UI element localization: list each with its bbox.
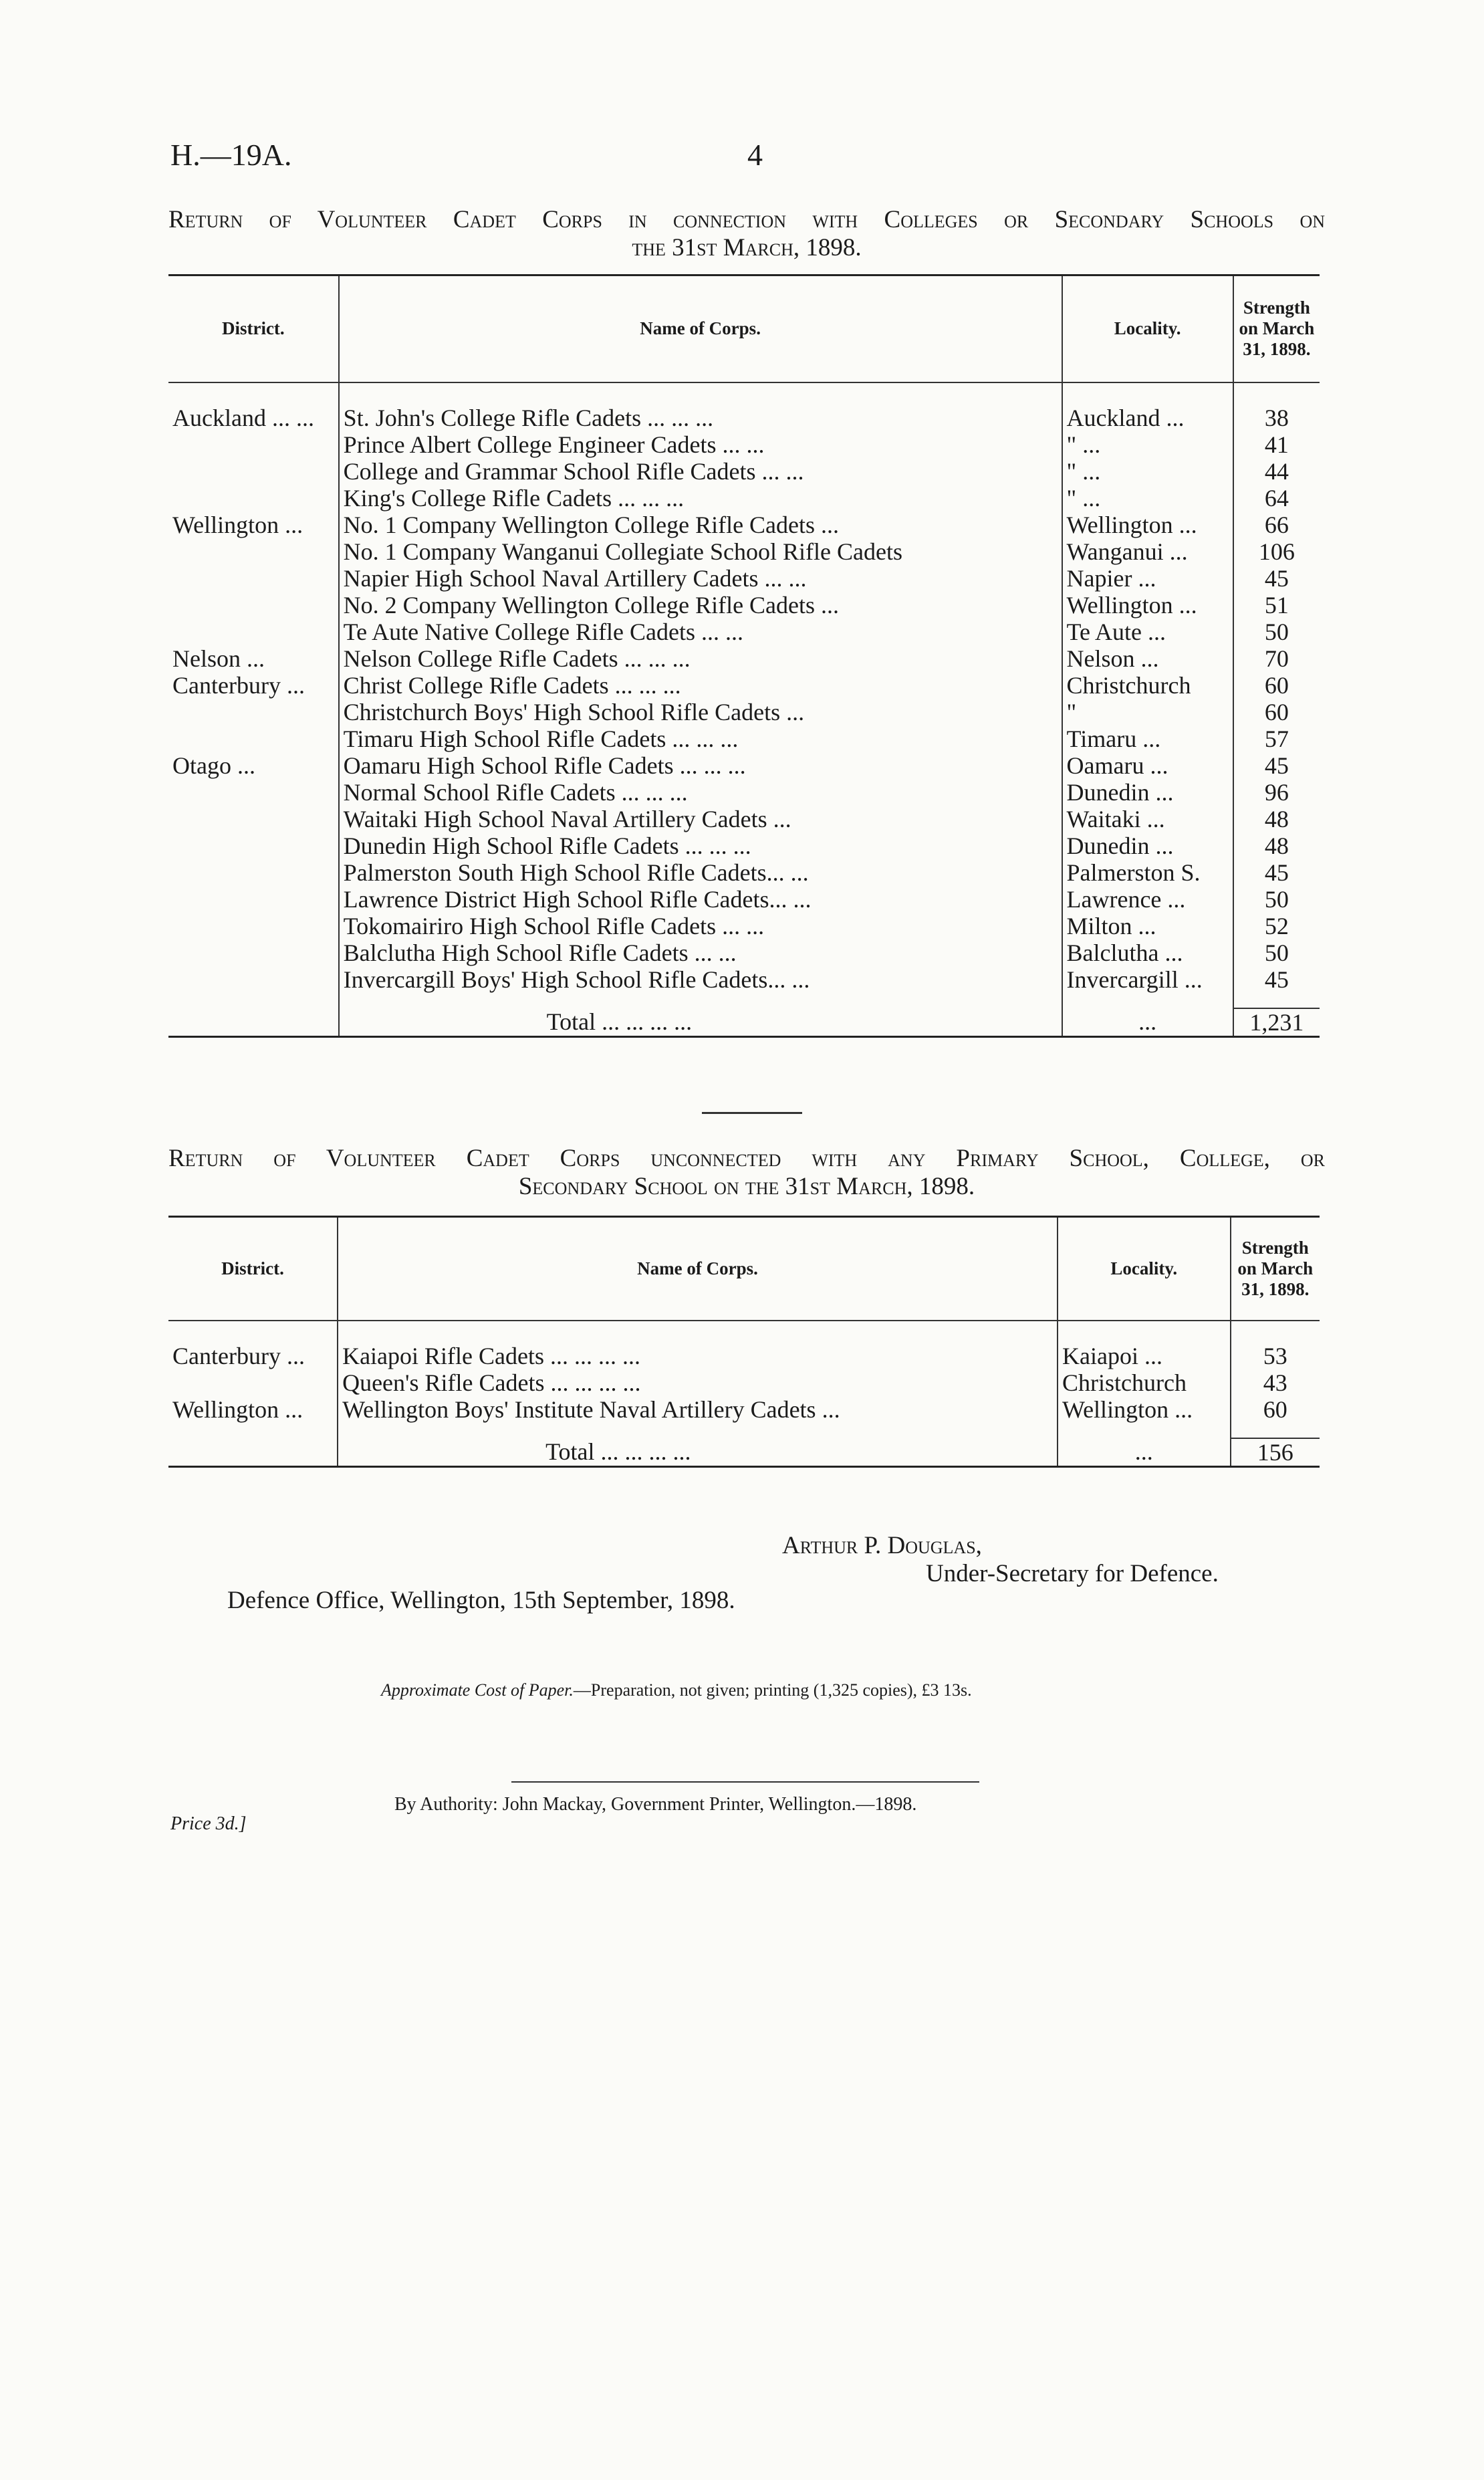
district-cell: Wellington ... xyxy=(172,511,303,538)
district-cell xyxy=(168,431,339,458)
district-cell: Auckland ... ... xyxy=(172,404,314,431)
strength-cell: 96 xyxy=(1264,778,1289,806)
corps-name-cell: Wellington Boys' Institute Naval Artillery Cadets ... xyxy=(338,1396,1058,1438)
locality-cell: Waitaki ... xyxy=(1062,806,1233,832)
district-cell: Canterbury ... xyxy=(172,671,305,699)
locality-cell: Milton ... xyxy=(1062,913,1233,939)
district-cell xyxy=(168,779,339,806)
district-cell xyxy=(168,859,339,886)
table-row xyxy=(168,859,1320,886)
district-cell xyxy=(168,458,339,485)
locality-cell: Wellington ... xyxy=(1062,512,1233,538)
total-locality: ... xyxy=(1058,1438,1231,1467)
locality-cell: Dunedin ... xyxy=(1062,832,1233,859)
strength-cell: 64 xyxy=(1264,484,1289,512)
section2-title-line1: Return of Volunteer Cadet Corps unconnected with any Primary School, College, or xyxy=(168,1145,1325,1172)
total-row xyxy=(168,1438,1320,1467)
section2-table xyxy=(168,1216,1320,1468)
table-row xyxy=(168,886,1320,913)
section1-title-line2: the 31st March, 1898. xyxy=(632,234,862,261)
section1-title xyxy=(168,206,1325,262)
table-row xyxy=(168,832,1320,859)
signatory-name: Arthur P. Douglas, xyxy=(782,1532,982,1559)
document-reference: H.—19A. xyxy=(170,138,292,172)
total-row xyxy=(168,1008,1320,1037)
cost-note xyxy=(381,1680,972,1700)
strength-cell: 44 xyxy=(1264,457,1289,485)
corps-name-cell: College and Grammar School Rifle Cadets ... ... xyxy=(339,458,1062,485)
locality-cell: " xyxy=(1062,699,1233,725)
corps-name-cell: St. John's College Rifle Cadets ... ... ... xyxy=(339,382,1062,431)
table-row xyxy=(168,618,1320,645)
district-cell xyxy=(168,538,339,565)
table-row xyxy=(168,913,1320,939)
corps-name-cell: Normal School Rifle Cadets ... ... ... xyxy=(339,779,1062,806)
strength-cell: 57 xyxy=(1264,725,1289,752)
table-row xyxy=(168,431,1320,458)
table-row xyxy=(168,806,1320,832)
corps-name-cell: No. 2 Company Wellington College Rifle Cadets ... xyxy=(339,592,1062,618)
strength-cell: 50 xyxy=(1264,939,1289,966)
district-cell xyxy=(168,592,339,618)
table-row xyxy=(168,1396,1320,1438)
locality-cell: Te Aute ... xyxy=(1062,618,1233,645)
locality-cell: " ... xyxy=(1062,485,1233,512)
corps-name-cell: King's College Rifle Cadets ... ... ... xyxy=(339,485,1062,512)
locality-cell: Palmerston S. xyxy=(1062,859,1233,886)
corps-name-cell: Timaru High School Rifle Cadets ... ... ... xyxy=(339,725,1062,752)
strength-cell: 106 xyxy=(1258,538,1295,565)
corps-name-cell: Kaiapoi Rifle Cadets ... ... ... ... xyxy=(338,1321,1058,1369)
table-row xyxy=(168,565,1320,592)
place-and-date: Defence Office, Wellington, 15th September, 1898. xyxy=(227,1587,735,1614)
district-cell xyxy=(168,699,339,725)
strength-cell: 60 xyxy=(1264,698,1289,725)
total-locality: ... xyxy=(1062,1008,1233,1037)
table-row xyxy=(168,1321,1320,1369)
table-row xyxy=(168,779,1320,806)
locality-cell: Napier ... xyxy=(1062,565,1233,592)
district-cell: Wellington ... xyxy=(172,1396,303,1423)
col-strength: Strength on March 31, 1898. xyxy=(1239,298,1315,360)
table-row xyxy=(168,672,1320,699)
district-cell xyxy=(168,886,339,913)
strength-cell: 50 xyxy=(1264,618,1289,645)
signatory-title: Under-Secretary for Defence. xyxy=(926,1560,1219,1587)
district-cell xyxy=(168,725,339,752)
district-cell xyxy=(168,806,339,832)
corps-name-cell: No. 1 Company Wanganui Collegiate School Rifle Cadets xyxy=(339,538,1062,565)
section2-title xyxy=(168,1145,1325,1201)
table-row xyxy=(168,512,1320,538)
table-row xyxy=(168,725,1320,752)
col-locality: Locality. xyxy=(1058,1217,1231,1321)
price: Price 3d.] xyxy=(170,1813,247,1834)
strength-cell: 52 xyxy=(1264,912,1289,939)
corps-name-cell: Oamaru High School Rifle Cadets ... ... ... xyxy=(339,752,1062,779)
table-row xyxy=(168,458,1320,485)
section-separator xyxy=(702,1112,802,1114)
strength-cell: 51 xyxy=(1264,591,1289,618)
strength-cell: 38 xyxy=(1264,404,1289,431)
district-cell: Canterbury ... xyxy=(172,1342,305,1369)
corps-name-cell: Tokomairiro High School Rifle Cadets ... ... xyxy=(339,913,1062,939)
strength-cell: 45 xyxy=(1264,564,1289,592)
section2-title-line2: Secondary School on the 31st March, 1898. xyxy=(518,1173,975,1200)
district-cell xyxy=(168,1369,338,1396)
col-district: District. xyxy=(221,318,285,339)
district-cell: Nelson ... xyxy=(172,645,265,672)
strength-cell: 50 xyxy=(1264,885,1289,913)
corps-name-cell: Christ College Rifle Cadets ... ... ... xyxy=(339,672,1062,699)
total-strength: 156 xyxy=(1231,1438,1320,1467)
district-cell xyxy=(168,913,339,939)
cost-text: —Preparation, not given; printing (1,325 copies), £3 13s. xyxy=(573,1680,972,1700)
corps-name-cell: No. 1 Company Wellington College Rifle Cadets ... xyxy=(339,512,1062,538)
strength-cell: 60 xyxy=(1263,1395,1287,1423)
strength-cell: 45 xyxy=(1264,752,1289,779)
strength-cell: 43 xyxy=(1263,1369,1287,1396)
locality-cell: Timaru ... xyxy=(1062,725,1233,752)
section1-table xyxy=(168,274,1320,1038)
strength-cell: 70 xyxy=(1264,645,1289,672)
district-cell: Otago ... xyxy=(172,752,255,779)
table-row xyxy=(168,1369,1320,1396)
corps-name-cell: Te Aute Native College Rifle Cadets ... ... xyxy=(339,618,1062,645)
section1-title-line1: Return of Volunteer Cadet Corps in connection with Colleges or Secondary Schools on xyxy=(168,206,1325,233)
locality-cell: " ... xyxy=(1062,431,1233,458)
cost-label: Approximate Cost of Paper. xyxy=(381,1680,574,1700)
table-row xyxy=(168,382,1320,431)
district-cell xyxy=(168,565,339,592)
district-cell xyxy=(168,966,339,1008)
district-cell xyxy=(168,832,339,859)
locality-cell: Oamaru ... xyxy=(1062,752,1233,779)
strength-cell: 48 xyxy=(1264,805,1289,832)
locality-cell: Auckland ... xyxy=(1062,382,1233,431)
corps-name-cell: Queen's Rifle Cadets ... ... ... ... xyxy=(338,1369,1058,1396)
strength-cell: 45 xyxy=(1264,859,1289,886)
table-row xyxy=(168,538,1320,565)
locality-cell: Christchurch xyxy=(1058,1369,1231,1396)
corps-name-cell: Lawrence District High School Rifle Cadets... ... xyxy=(339,886,1062,913)
locality-cell: " ... xyxy=(1062,458,1233,485)
col-strength: Strength on March 31, 1898. xyxy=(1237,1237,1314,1299)
table-row xyxy=(168,699,1320,725)
corps-name-cell: Napier High School Naval Artillery Cadets ... ... xyxy=(339,565,1062,592)
strength-cell: 66 xyxy=(1264,511,1289,538)
corps-name-cell: Christchurch Boys' High School Rifle Cadets ... xyxy=(339,699,1062,725)
corps-name-cell: Balclutha High School Rifle Cadets ... ... xyxy=(339,939,1062,966)
table-row xyxy=(168,966,1320,1008)
locality-cell: Dunedin ... xyxy=(1062,779,1233,806)
total-label: Total ... ... ... ... xyxy=(338,1438,1058,1467)
strength-cell: 45 xyxy=(1264,966,1289,993)
locality-cell: Balclutha ... xyxy=(1062,939,1233,966)
printer-line: By Authority: John Mackay, Government Printer, Wellington.—1898. xyxy=(394,1794,917,1815)
strength-cell: 48 xyxy=(1264,832,1289,859)
col-district: District. xyxy=(221,1258,284,1278)
col-name-of-corps: Name of Corps. xyxy=(339,275,1062,382)
strength-cell: 53 xyxy=(1263,1342,1287,1369)
locality-cell: Christchurch xyxy=(1062,672,1233,699)
corps-name-cell: Nelson College Rifle Cadets ... ... ... xyxy=(339,645,1062,672)
locality-cell: Invercargill ... xyxy=(1062,966,1233,1008)
page-number: 4 xyxy=(747,138,763,172)
total-strength: 1,231 xyxy=(1233,1008,1320,1037)
locality-cell: Lawrence ... xyxy=(1062,886,1233,913)
district-cell xyxy=(168,618,339,645)
corps-name-cell: Invercargill Boys' High School Rifle Cadets... ... xyxy=(339,966,1062,1008)
district-cell xyxy=(168,939,339,966)
corps-name-cell: Dunedin High School Rifle Cadets ... ... ... xyxy=(339,832,1062,859)
locality-cell: Wellington ... xyxy=(1058,1396,1231,1438)
col-name-of-corps: Name of Corps. xyxy=(338,1217,1058,1321)
corps-name-cell: Palmerston South High School Rifle Cadets... ... xyxy=(339,859,1062,886)
col-locality: Locality. xyxy=(1062,275,1233,382)
table-row xyxy=(168,752,1320,779)
strength-cell: 41 xyxy=(1264,431,1289,458)
table-row xyxy=(168,939,1320,966)
corps-name-cell: Prince Albert College Engineer Cadets ... ... xyxy=(339,431,1062,458)
table-row xyxy=(168,645,1320,672)
locality-cell: Wanganui ... xyxy=(1062,538,1233,565)
district-cell xyxy=(168,485,339,512)
locality-cell: Nelson ... xyxy=(1062,645,1233,672)
locality-cell: Kaiapoi ... xyxy=(1058,1321,1231,1369)
locality-cell: Wellington ... xyxy=(1062,592,1233,618)
table-row xyxy=(168,592,1320,618)
total-label: Total ... ... ... ... xyxy=(339,1008,1062,1037)
table-row xyxy=(168,485,1320,512)
corps-name-cell: Waitaki High School Naval Artillery Cadets ... xyxy=(339,806,1062,832)
strength-cell: 60 xyxy=(1264,671,1289,699)
printer-rule xyxy=(511,1781,979,1783)
